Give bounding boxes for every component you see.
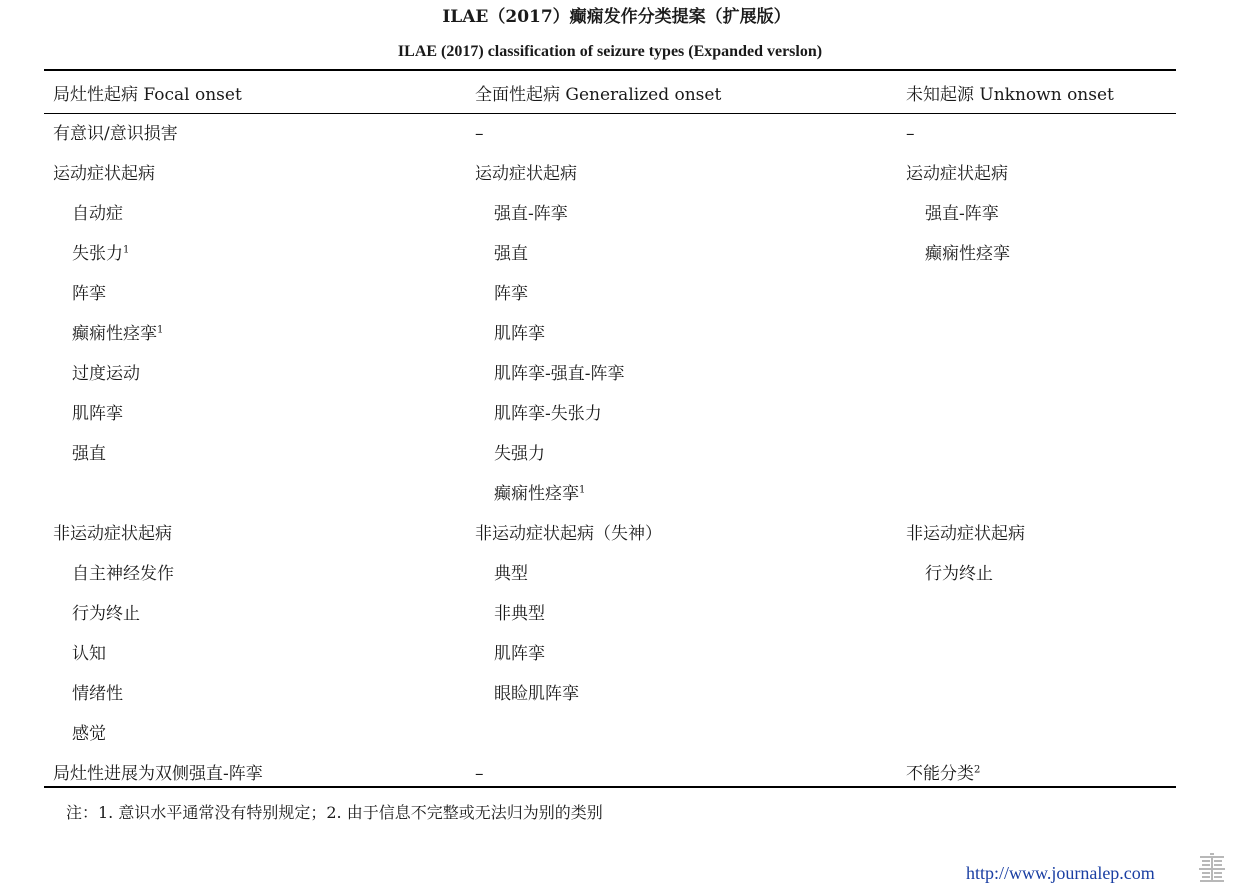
cell-generalized bbox=[475, 282, 528, 306]
cell-unknown bbox=[906, 122, 915, 146]
table-title-en: ILAE (2017) classification of seizure types (Expanded verslon) bbox=[397, 43, 823, 60]
cell-generalized bbox=[475, 482, 585, 506]
cell-text: 癫痫性痉挛 bbox=[494, 484, 579, 504]
cell-generalized bbox=[475, 602, 545, 626]
cell-text: – bbox=[475, 124, 484, 144]
cell-focal bbox=[53, 722, 106, 746]
table-row bbox=[44, 473, 1176, 513]
table-row bbox=[44, 753, 1176, 793]
cell-text: 非运动症状起病 bbox=[906, 524, 1025, 544]
table-row bbox=[44, 433, 1176, 473]
journal-logo-icon bbox=[1196, 852, 1228, 884]
cell-unknown bbox=[906, 562, 993, 586]
footnote-marker: 2 bbox=[974, 764, 981, 776]
cell-text: 非典型 bbox=[494, 604, 545, 624]
table-row bbox=[44, 353, 1176, 393]
header-unknown-onset: 未知起源 Unknown onset bbox=[906, 85, 1114, 105]
cell-focal bbox=[53, 242, 129, 266]
cell-generalized bbox=[475, 122, 484, 146]
cell-unknown bbox=[906, 522, 1025, 546]
cell-text: 情绪性 bbox=[72, 684, 123, 704]
cell-focal bbox=[53, 642, 106, 666]
cell-generalized bbox=[475, 522, 662, 546]
cell-text: 强直-阵挛 bbox=[494, 204, 568, 224]
table-footnote: 注：1. 意识水平通常没有特别规定；2. 由于信息不完整或无法归为别的类别 bbox=[66, 803, 603, 822]
cell-text: 非运动症状起病 bbox=[53, 524, 172, 544]
cell-generalized bbox=[475, 442, 545, 466]
cell-text: 眼睑肌阵挛 bbox=[494, 684, 579, 704]
table-row bbox=[44, 633, 1176, 673]
cell-text: 失张力 bbox=[72, 244, 123, 264]
footnote-marker: 1 bbox=[579, 484, 586, 496]
table-row bbox=[44, 193, 1176, 233]
cell-focal bbox=[53, 402, 123, 426]
cell-focal bbox=[53, 762, 263, 786]
cell-unknown bbox=[906, 202, 999, 226]
cell-focal bbox=[53, 282, 106, 306]
cell-generalized bbox=[475, 202, 568, 226]
cell-text: 阵挛 bbox=[72, 284, 106, 304]
table-row bbox=[44, 553, 1176, 593]
cell-text: 运动症状起病 bbox=[53, 164, 155, 184]
table-row bbox=[44, 593, 1176, 633]
table-row bbox=[44, 113, 1176, 153]
table-row bbox=[44, 313, 1176, 353]
cell-focal bbox=[53, 442, 106, 466]
table-row bbox=[44, 233, 1176, 273]
journal-url-link[interactable]: http://www.journalep.com bbox=[966, 863, 1155, 883]
cell-text: 认知 bbox=[72, 644, 106, 664]
cell-focal bbox=[53, 602, 140, 626]
header-focal-onset: 局灶性起病 Focal onset bbox=[53, 85, 242, 105]
table-body bbox=[44, 113, 1176, 793]
cell-generalized bbox=[475, 402, 602, 426]
cell-text: 癫痫性痉挛 bbox=[72, 324, 157, 344]
cell-text: 强直-阵挛 bbox=[925, 204, 999, 224]
table-title-cn: ILAE（2017）癫痫发作分类提案（扩展版） bbox=[442, 7, 791, 27]
header-generalized-onset: 全面性起病 Generalized onset bbox=[475, 85, 722, 105]
table-row bbox=[44, 513, 1176, 553]
cell-text: 行为终止 bbox=[925, 564, 993, 584]
cell-text: 运动症状起病 bbox=[906, 164, 1008, 184]
footnote-marker: 1 bbox=[157, 324, 164, 336]
cell-text: 肌阵挛-失张力 bbox=[494, 404, 602, 424]
table-row bbox=[44, 713, 1176, 753]
cell-generalized bbox=[475, 242, 528, 266]
footnote-marker: 1 bbox=[123, 244, 130, 256]
table-row bbox=[44, 153, 1176, 193]
cell-text: 运动症状起病 bbox=[475, 164, 577, 184]
cell-text: 肌阵挛 bbox=[494, 644, 545, 664]
cell-unknown bbox=[906, 162, 1008, 186]
cell-focal bbox=[53, 522, 172, 546]
cell-generalized bbox=[475, 162, 577, 186]
cell-text: 有意识/意识损害 bbox=[53, 124, 178, 144]
cell-generalized bbox=[475, 762, 484, 786]
cell-focal bbox=[53, 562, 174, 586]
cell-text: 过度运动 bbox=[72, 364, 140, 384]
cell-unknown bbox=[906, 242, 1010, 266]
table-header-row bbox=[44, 71, 1176, 113]
cell-generalized bbox=[475, 322, 545, 346]
cell-generalized bbox=[475, 682, 579, 706]
cell-text: 行为终止 bbox=[72, 604, 140, 624]
cell-generalized bbox=[475, 562, 528, 586]
cell-text: 感觉 bbox=[72, 724, 106, 744]
cell-text: 不能分类 bbox=[906, 764, 974, 784]
cell-text: 肌阵挛 bbox=[72, 404, 123, 424]
cell-text: – bbox=[906, 124, 915, 144]
cell-unknown bbox=[906, 762, 980, 786]
cell-text: 自动症 bbox=[72, 204, 123, 224]
cell-generalized bbox=[475, 362, 625, 386]
cell-focal bbox=[53, 162, 155, 186]
cell-text: 强直 bbox=[494, 244, 528, 264]
table-row bbox=[44, 673, 1176, 713]
cell-text: 局灶性进展为双侧强直-阵挛 bbox=[53, 764, 263, 784]
cell-text: 强直 bbox=[72, 444, 106, 464]
seizure-classification-table bbox=[44, 71, 1176, 793]
cell-focal bbox=[53, 122, 178, 146]
cell-text: 癫痫性痉挛 bbox=[925, 244, 1010, 264]
cell-text: – bbox=[475, 764, 484, 784]
cell-text: 肌阵挛 bbox=[494, 324, 545, 344]
cell-focal bbox=[53, 322, 163, 346]
table-row bbox=[44, 393, 1176, 433]
cell-generalized bbox=[475, 642, 545, 666]
cell-text: 非运动症状起病（失神） bbox=[475, 524, 662, 544]
cell-focal bbox=[53, 362, 140, 386]
cell-text: 典型 bbox=[494, 564, 528, 584]
cell-text: 自主神经发作 bbox=[72, 564, 174, 584]
cell-focal bbox=[53, 682, 123, 706]
cell-text: 肌阵挛-强直-阵挛 bbox=[494, 364, 625, 384]
cell-focal bbox=[53, 202, 123, 226]
cell-text: 失强力 bbox=[494, 444, 545, 464]
cell-text: 阵挛 bbox=[494, 284, 528, 304]
table-row bbox=[44, 273, 1176, 313]
